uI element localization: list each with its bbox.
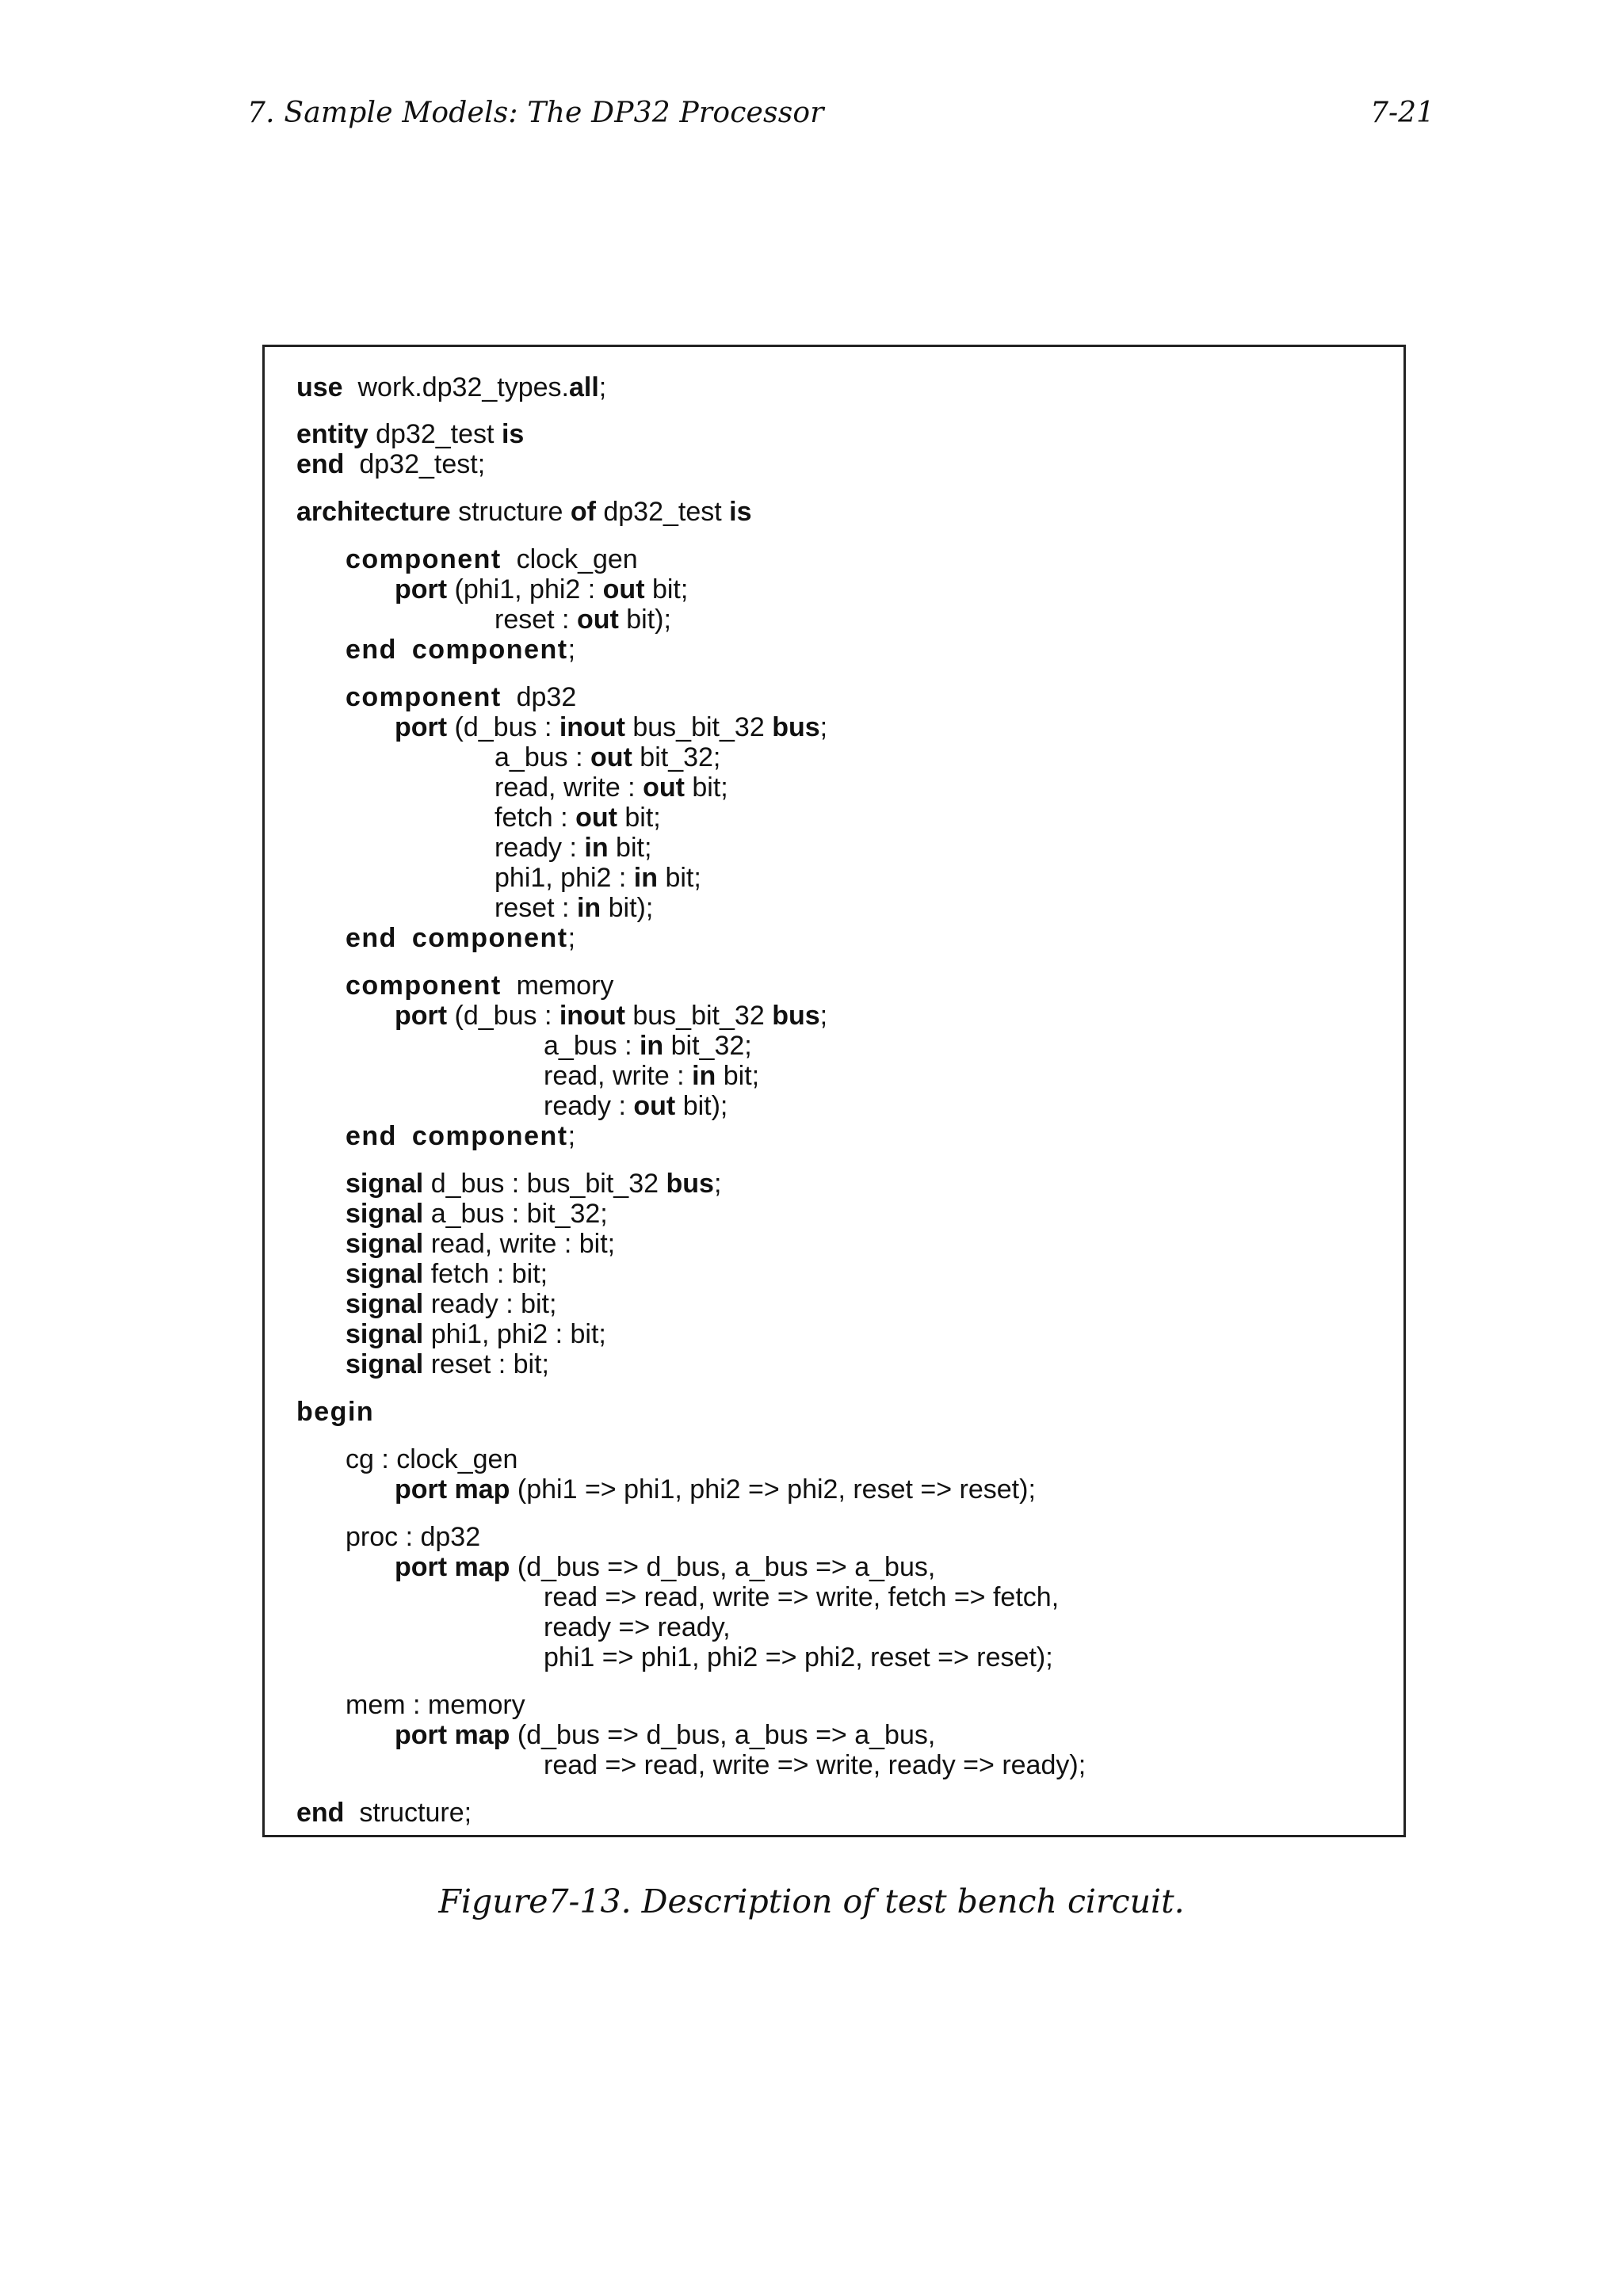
- code-text: a_bus :: [495, 742, 590, 772]
- code-text: read => read, write => write, ready => ready);: [544, 1750, 1086, 1780]
- code-line: [544, 1091, 727, 1121]
- code-keyword: signal: [346, 1229, 424, 1259]
- code-text: bus_bit_32: [624, 1001, 773, 1031]
- code-text: ;: [567, 635, 576, 665]
- code-line: [346, 1319, 606, 1349]
- code-keyword: begin: [296, 1397, 375, 1427]
- code-text: reset :: [495, 893, 577, 923]
- code-keyword: all: [568, 372, 599, 402]
- code-text: bit;: [644, 574, 689, 605]
- code-line: [544, 1582, 1059, 1612]
- code-keyword: signal: [346, 1199, 424, 1229]
- code-text: [397, 635, 412, 665]
- code-keyword: inout: [559, 712, 625, 742]
- code-line: [346, 682, 576, 712]
- code-text: a_bus : bit_32;: [423, 1199, 608, 1229]
- code-keyword: is: [501, 419, 525, 449]
- code-line: [346, 923, 575, 953]
- code-keyword: of: [570, 497, 596, 527]
- code-keyword: out: [576, 605, 619, 635]
- code-text: bit;: [658, 863, 701, 893]
- code-keyword: in: [692, 1061, 716, 1091]
- code-text: (phi1, phi2 :: [447, 574, 603, 605]
- code-text: ;: [567, 1121, 576, 1151]
- code-line: [395, 1552, 935, 1582]
- code-text: ;: [819, 712, 828, 742]
- code-text: proc : dp32: [346, 1522, 481, 1552]
- code-keyword: bus: [666, 1169, 714, 1199]
- code-text: mem : memory: [346, 1690, 525, 1720]
- code-line: [495, 742, 720, 772]
- code-text: phi1, phi2 :: [495, 863, 634, 893]
- code-line: [395, 1474, 1036, 1505]
- code-keyword: component: [411, 635, 568, 665]
- code-line: [395, 574, 688, 605]
- code-text: dp32_test;: [344, 449, 486, 479]
- code-line: [346, 1289, 556, 1319]
- code-keyword: bus: [772, 1001, 820, 1031]
- code-text: reset : bit;: [423, 1349, 549, 1379]
- code-keyword: entity: [296, 419, 369, 449]
- code-line: [495, 863, 701, 893]
- code-text: (d_bus :: [447, 712, 559, 742]
- code-line: [346, 971, 613, 1001]
- code-keyword: port map: [395, 1474, 510, 1505]
- code-line: [395, 1001, 827, 1031]
- code-keyword: component: [411, 1121, 568, 1151]
- code-text: bus_bit_32: [624, 712, 773, 742]
- code-text: read, write :: [544, 1061, 693, 1091]
- code-text: (phi1 => phi1, phi2 => phi2, reset => reset);: [510, 1474, 1036, 1505]
- code-text: cg : clock_gen: [346, 1444, 518, 1474]
- code-line: [346, 1199, 608, 1229]
- code-keyword: port map: [395, 1552, 510, 1582]
- code-keyword: end: [296, 1798, 345, 1828]
- code-line: [544, 1061, 759, 1091]
- code-line: [346, 1522, 480, 1552]
- code-keyword: bus: [772, 712, 820, 742]
- code-keyword: signal: [346, 1349, 424, 1379]
- code-keyword: component: [346, 544, 502, 574]
- code-keyword: is: [729, 497, 752, 527]
- code-keyword: in: [633, 863, 659, 893]
- code-text: bit_32;: [663, 1031, 752, 1061]
- code-text: bit;: [684, 772, 728, 803]
- code-keyword: signal: [346, 1289, 424, 1319]
- code-text: dp32_test: [595, 497, 730, 527]
- code-line: [495, 803, 661, 833]
- code-line: [296, 497, 752, 527]
- code-line: [296, 372, 606, 402]
- figure-caption: Figure7-13. Description of test bench circuit.: [438, 1882, 1185, 1920]
- code-keyword: end: [346, 1121, 397, 1151]
- code-keyword: port: [395, 1001, 448, 1031]
- code-keyword: component: [346, 682, 502, 712]
- code-line: [346, 635, 575, 665]
- code-text: ;: [819, 1001, 828, 1031]
- code-line: [296, 449, 485, 479]
- code-text: phi1 => phi1, phi2 => phi2, reset => reset);: [544, 1642, 1053, 1672]
- code-line: [346, 1259, 548, 1289]
- code-keyword: out: [643, 772, 685, 803]
- code-text: bit);: [601, 893, 654, 923]
- code-line: [544, 1750, 1086, 1780]
- code-keyword: inout: [559, 1001, 625, 1031]
- running-header-title: 7. Sample Models: The DP32 Processor: [247, 97, 824, 129]
- code-text: structure;: [344, 1798, 472, 1828]
- code-keyword: use: [296, 372, 343, 402]
- code-text: (d_bus :: [447, 1001, 559, 1031]
- code-text: dp32: [501, 682, 577, 712]
- code-keyword: component: [346, 971, 502, 1001]
- code-text: ready => ready,: [544, 1612, 731, 1642]
- code-keyword: end: [346, 635, 397, 665]
- code-text: fetch : bit;: [423, 1259, 548, 1289]
- code-line: [346, 1690, 525, 1720]
- code-text: bit;: [716, 1061, 760, 1091]
- code-line: [296, 1397, 374, 1427]
- code-text: ready :: [495, 833, 585, 863]
- code-text: structure: [450, 497, 571, 527]
- code-keyword: port: [395, 574, 448, 605]
- code-keyword: signal: [346, 1169, 424, 1199]
- code-text: work.dp32_types.: [342, 372, 569, 402]
- code-listing-box: [262, 345, 1406, 1837]
- code-line: [346, 1444, 517, 1474]
- code-keyword: out: [575, 803, 617, 833]
- code-line: [395, 1720, 935, 1750]
- code-line: [346, 1229, 615, 1259]
- code-keyword: port: [395, 712, 448, 742]
- code-text: memory: [501, 971, 614, 1001]
- code-text: ;: [598, 372, 607, 402]
- code-line: [495, 605, 671, 635]
- code-line: [346, 1121, 575, 1151]
- code-keyword: in: [584, 833, 609, 863]
- code-keyword: signal: [346, 1259, 424, 1289]
- code-keyword: out: [590, 742, 632, 772]
- code-text: a_bus :: [544, 1031, 640, 1061]
- code-text: phi1, phi2 : bit;: [423, 1319, 606, 1349]
- code-text: read, write : bit;: [423, 1229, 616, 1259]
- code-line: [495, 833, 651, 863]
- code-line: [346, 1349, 549, 1379]
- code-keyword: port map: [395, 1720, 510, 1750]
- code-text: [397, 923, 412, 953]
- code-line: [544, 1642, 1053, 1672]
- code-text: bit;: [608, 833, 652, 863]
- code-line: [544, 1612, 731, 1642]
- code-text: ready :: [544, 1091, 634, 1121]
- code-keyword: signal: [346, 1319, 424, 1349]
- code-text: read, write :: [495, 772, 643, 803]
- code-text: ;: [713, 1169, 722, 1199]
- code-keyword: component: [411, 923, 568, 953]
- code-text: bit);: [618, 605, 671, 635]
- code-text: bit_32;: [632, 742, 721, 772]
- code-text: reset :: [495, 605, 577, 635]
- code-text: bit;: [617, 803, 661, 833]
- page-number: 7-21: [1370, 97, 1434, 129]
- code-keyword: out: [602, 574, 645, 605]
- code-text: [397, 1121, 412, 1151]
- code-text: bit);: [675, 1091, 728, 1121]
- code-line: [346, 1169, 721, 1199]
- code-keyword: end: [296, 449, 345, 479]
- code-text: dp32_test: [368, 419, 502, 449]
- code-text: ready : bit;: [423, 1289, 557, 1319]
- code-line: [495, 772, 728, 803]
- code-keyword: out: [633, 1091, 676, 1121]
- code-text: d_bus : bus_bit_32: [423, 1169, 666, 1199]
- code-keyword: in: [576, 893, 601, 923]
- code-text: (d_bus => d_bus, a_bus => a_bus,: [510, 1720, 936, 1750]
- code-line: [495, 893, 653, 923]
- code-line: [296, 419, 524, 449]
- code-text: (d_bus => d_bus, a_bus => a_bus,: [510, 1552, 936, 1582]
- code-line: [346, 544, 638, 574]
- code-text: ;: [567, 923, 576, 953]
- code-text: read => read, write => write, fetch => fetch,: [544, 1582, 1060, 1612]
- code-keyword: in: [639, 1031, 664, 1061]
- code-line: [296, 1798, 472, 1828]
- code-text: fetch :: [495, 803, 576, 833]
- code-line: [395, 712, 827, 742]
- code-line: [544, 1031, 752, 1061]
- code-keyword: end: [346, 923, 397, 953]
- code-text: clock_gen: [501, 544, 638, 574]
- code-keyword: architecture: [296, 497, 451, 527]
